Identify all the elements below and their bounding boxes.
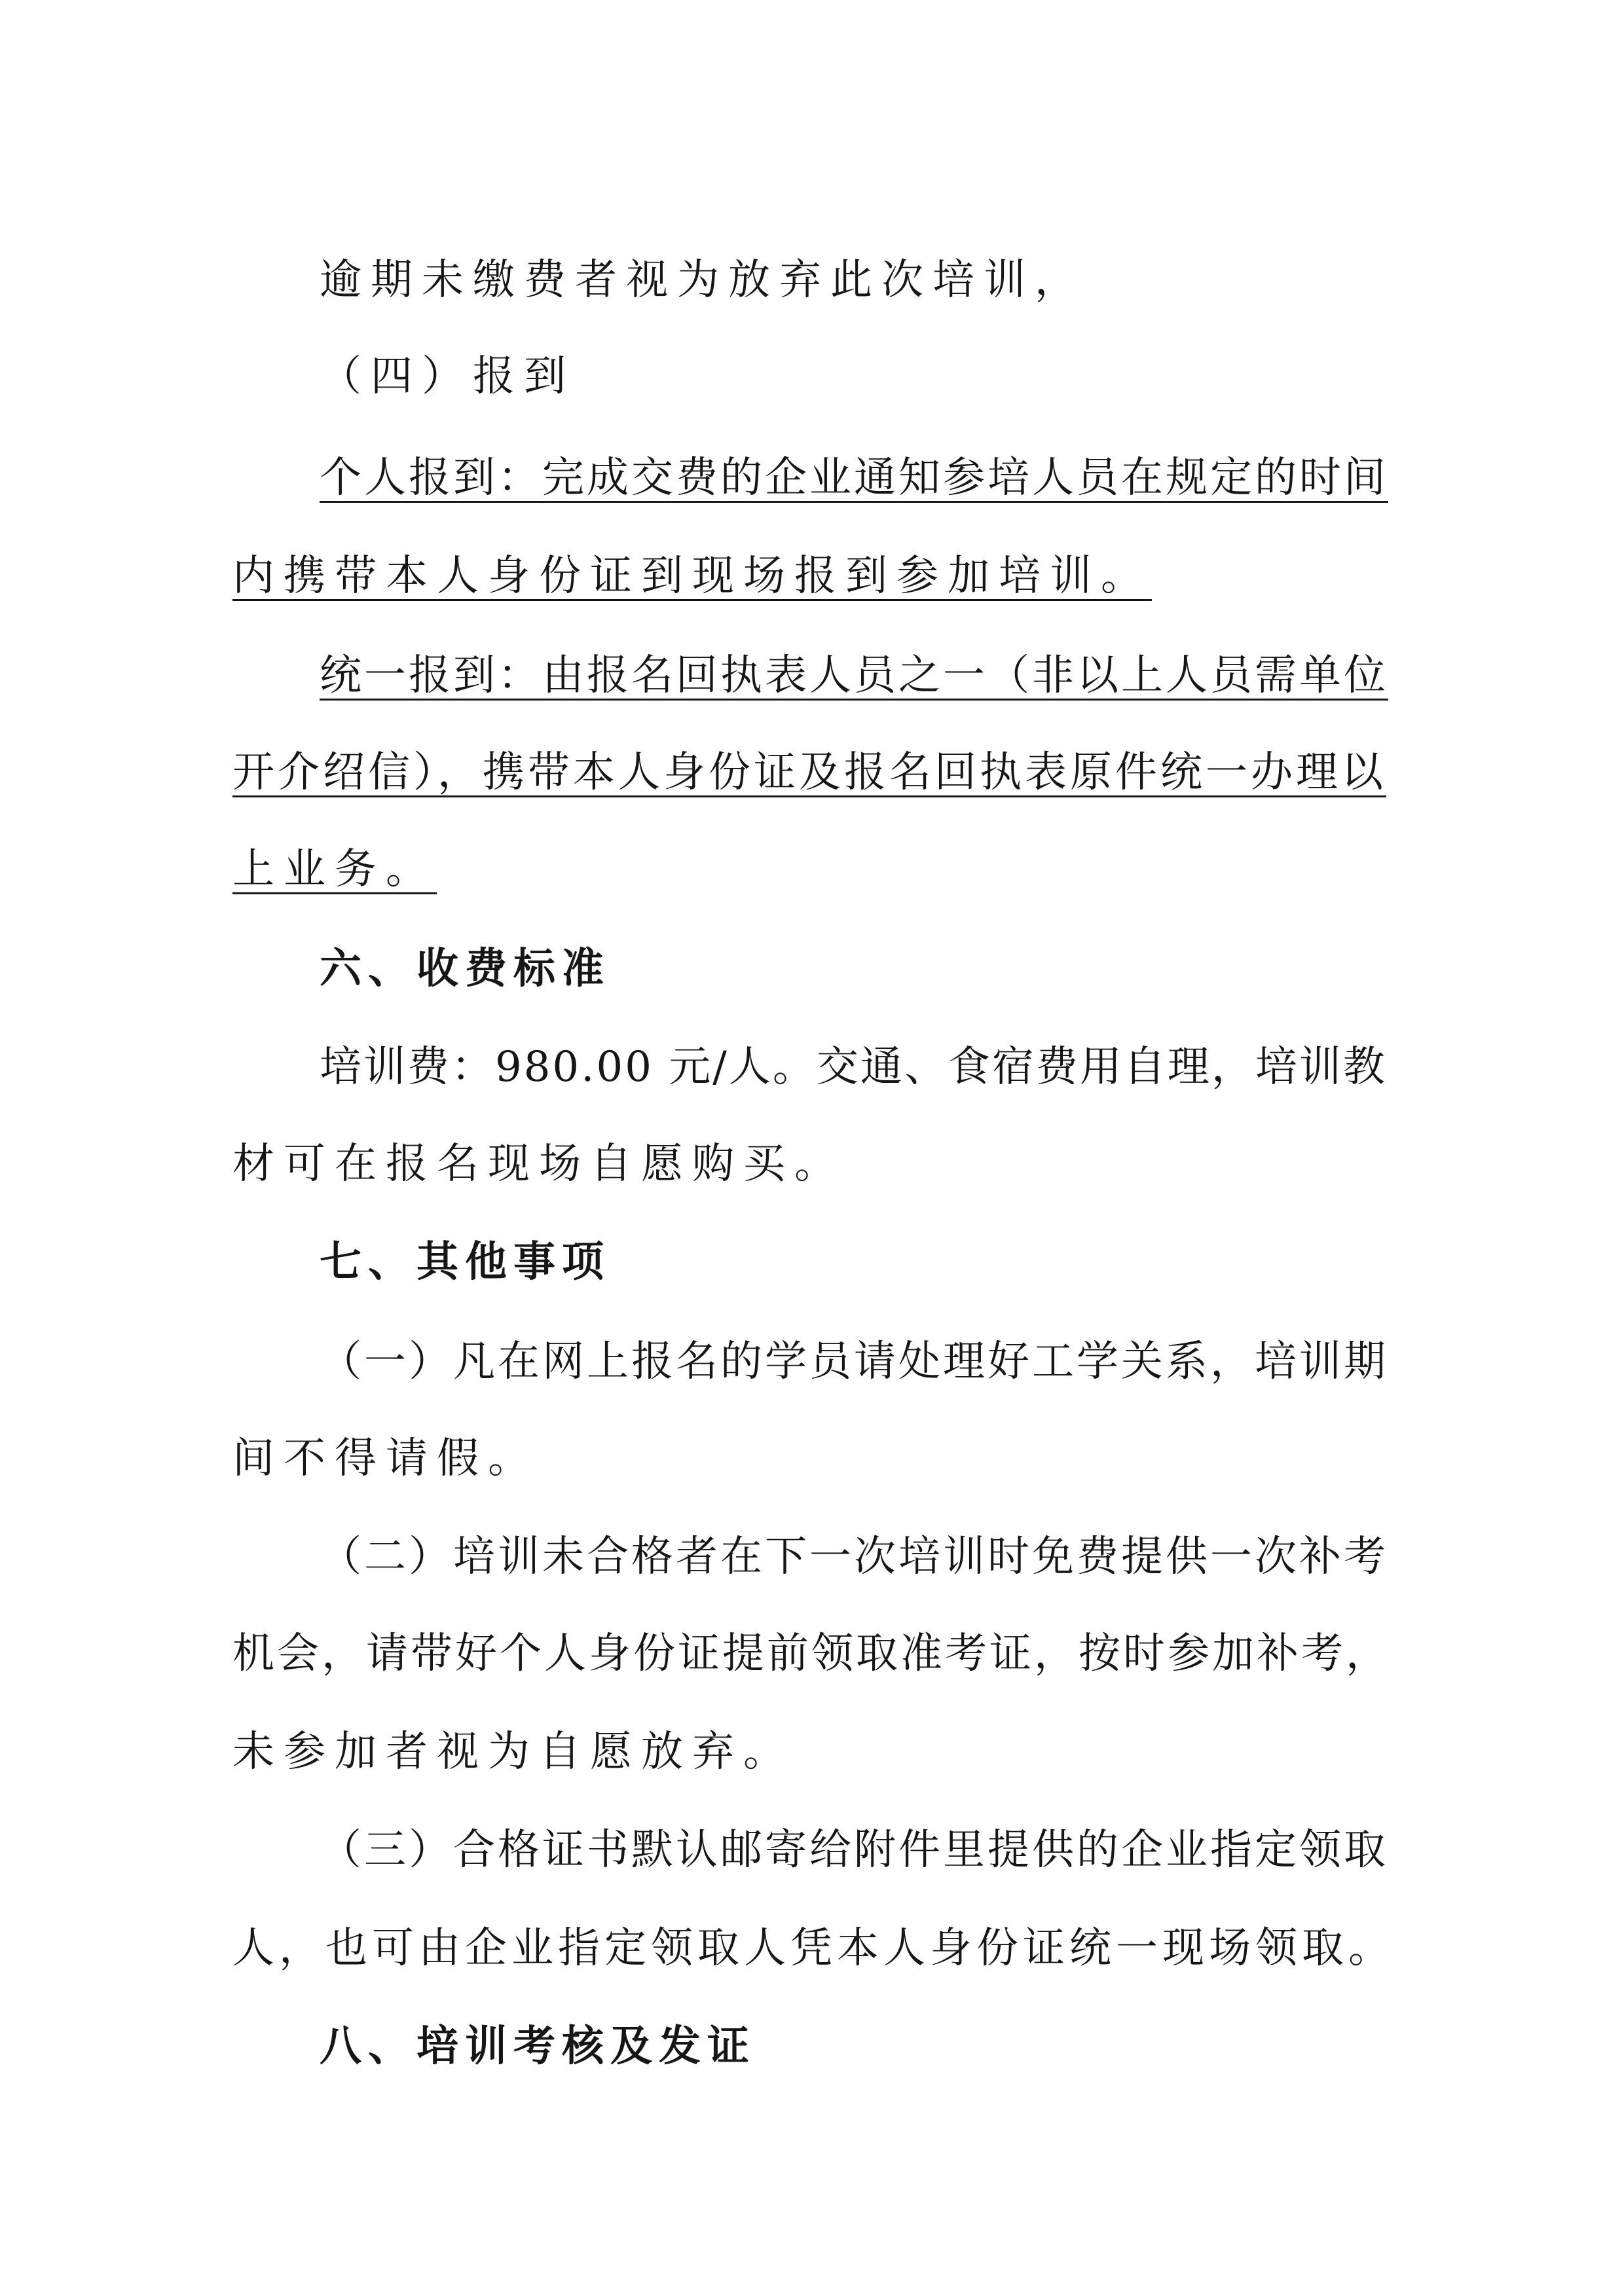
paragraph-line: 机会，请带好个人身份证提前领取准考证，按时参加补考，: [232, 1630, 1390, 1678]
section-heading: 七、其他事项: [320, 1238, 610, 1286]
underlined-line: 个人报到：完成交费的企业通知参培人员在规定的时间: [320, 454, 1388, 502]
subsection-heading: （四）报到: [320, 352, 575, 401]
paragraph-line: （二）培训未合格者在下一次培训时免费提供一次补考: [320, 1533, 1388, 1581]
paragraph-line: 间不得请假。: [232, 1434, 539, 1483]
underlined-line: 统一报到：由报名回执表人员之一（非以上人员需单位: [320, 651, 1388, 700]
underlined-line: 开介绍信），携带本人身份证及报名回执表原件统一办理以: [232, 748, 1386, 797]
section-heading: 六、收费标准: [320, 945, 610, 993]
paragraph-line: 逾期未缴费者视为放弃此次培训，: [320, 256, 1086, 304]
paragraph-line: 材可在报名现场自愿购买。: [232, 1140, 845, 1188]
paragraph-line: 培训费：980.00 元/人。交通、食宿费用自理，培训教: [320, 1043, 1387, 1091]
paragraph-line: （一）凡在网上报名的学员请处理好工学关系，培训期: [320, 1338, 1388, 1386]
section-heading: 八、培训考核及发证: [320, 2022, 756, 2071]
underlined-line: 内携带本人身份证到现场报到参加培训。: [232, 552, 1152, 600]
underlined-line: 上业务。: [232, 845, 437, 894]
paragraph-line: 人，也可由企业指定领取人凭本人身份证统一现场领取。: [232, 1924, 1395, 1973]
paragraph-line: 未参加者视为自愿放弃。: [232, 1728, 794, 1776]
paragraph-line: （三）合格证书默认邮寄给附件里提供的企业指定领取: [320, 1826, 1388, 1874]
